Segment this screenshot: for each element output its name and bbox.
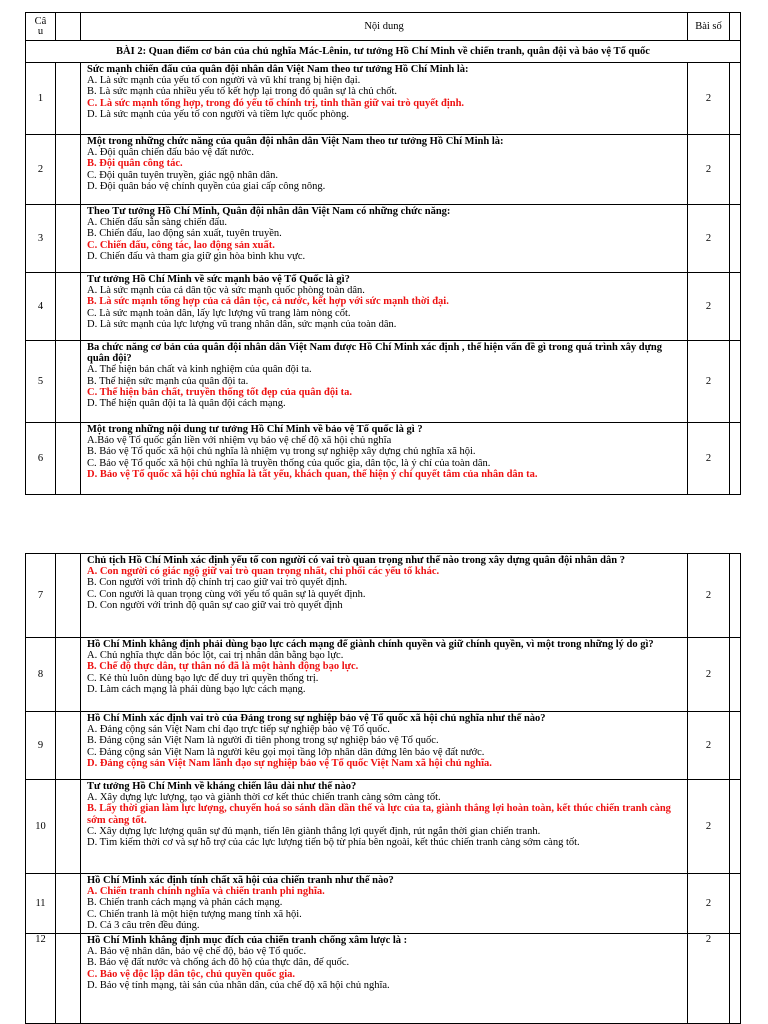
blank-cell — [730, 874, 741, 934]
question-content — [81, 780, 688, 874]
blank-cell — [730, 638, 741, 712]
header-cau: Câ u — [26, 13, 56, 41]
answer-option: C. Là sức mạnh toàn dân, lấy lực lượng vũ trang làm nòng cốt. — [87, 307, 351, 319]
question-text: Một trong những chức năng của quân đội nhân dân Việt Nam theo tư tưởng Hồ Chí Minh là: — [87, 136, 504, 147]
question-text: Một trong những nội dung tư tưởng Hồ Chí Minh về bảo vệ Tổ quốc là gì ? — [87, 424, 423, 435]
blank-cell — [730, 780, 741, 874]
answer-option: A. Là sức mạnh của yếu tố con người và vũ khí trang bị hiện đại. — [87, 75, 361, 87]
question-text: Chủ tịch Hồ Chí Minh xác định yếu tố con người có vai trò quan trọng như thế nào trong xây dựng quân đội nhân dân ? — [87, 555, 625, 566]
question-text: Tư tưởng Hồ Chí Minh về kháng chiến lâu dài như thế nào? — [87, 781, 357, 792]
blank-cell — [56, 205, 81, 273]
question-number: 6 — [26, 423, 56, 495]
answer-option: D. Là sức mạnh của lực lượng vũ trang nhân dân, sức mạnh của toàn dân. — [87, 318, 397, 330]
question-row — [26, 638, 741, 712]
correct-answer-option: B. Chế độ thực dân, tự thân nó đã là một hành động bạo lực. — [87, 661, 359, 673]
question-number: 9 — [26, 712, 56, 780]
correct-answer-option: B. Đội quân công tác. — [87, 158, 183, 170]
correct-answer-option: D. Bảo vệ Tổ quốc xã hội chủ nghĩa là tất yếu, khách quan, thể hiện ý chí quyết tâm của nhân dân ta. — [87, 468, 538, 480]
answer-option: A. Là sức mạnh của cả dân tộc và sức mạnh quốc phòng toàn dân. — [87, 285, 365, 297]
correct-answer-option: B. Là sức mạnh tổng hợp của cả dân tộc, cả nước, kết hợp với sức mạnh thời đại. — [87, 296, 449, 308]
question-text: Hồ Chí Minh xác định vai trò của Đảng trong sự nghiệp bảo vệ Tổ quốc xã hội chủ nghĩa như thế nào? — [87, 713, 546, 724]
answer-option: B. Chiến tranh cách mạng và phản cách mạng. — [87, 897, 283, 909]
blank-cell — [56, 341, 81, 423]
answer-option: C. Con người là quan trọng cùng với yếu tố quân sự là quyết định. — [87, 588, 366, 600]
blank-cell — [730, 423, 741, 495]
question-row — [26, 341, 741, 423]
blank-cell — [730, 712, 741, 780]
lesson-number: 2 — [688, 341, 730, 423]
header-bai-so: Bài số — [688, 13, 730, 41]
question-row — [26, 63, 741, 135]
answer-option: C. Kẻ thù luôn dùng bạo lực để duy trì quyền thống trị. — [87, 672, 319, 684]
question-number: 12 — [26, 934, 56, 1024]
blank-cell — [56, 423, 81, 495]
question-number: 1 — [26, 63, 56, 135]
lesson-number: 2 — [688, 638, 730, 712]
question-content — [81, 712, 688, 780]
question-text: Tư tưởng Hồ Chí Minh về sức mạnh bảo vệ Tổ Quốc là gì? — [87, 274, 350, 285]
answer-option: D. Chiến đấu và tham gia giữ gìn hòa bình khu vực. — [87, 250, 306, 262]
blank-cell — [730, 341, 741, 423]
question-row — [26, 554, 741, 638]
answer-option: D. Đội quân bảo vệ chính quyền của giai cấp công nông. — [87, 180, 326, 192]
question-text: Hồ Chí Minh khẳng định phải dùng bạo lực cách mạng để giành chính quyền và giữ chính quyền, vì một trong những lý do gì? — [87, 639, 654, 650]
answer-option: D. Bảo vệ tính mạng, tài sản của nhân dân, của chế độ xã hội chủ nghĩa. — [87, 979, 390, 991]
question-row — [26, 780, 741, 874]
lesson-number: 2 — [688, 423, 730, 495]
lesson-number: 2 — [688, 205, 730, 273]
header-noi-dung: Nội dung — [81, 13, 688, 41]
question-number: 5 — [26, 341, 56, 423]
answer-option: B. Bảo vệ đất nước và chống ách đô hộ của thực dân, đế quốc. — [87, 957, 350, 969]
answer-option: B. Thể hiện sức mạnh của quân đội ta. — [87, 375, 249, 387]
question-text: Sức mạnh chiến đấu của quân đội nhân dân Việt Nam theo tư tưởng Hồ Chí Minh là: — [87, 64, 469, 75]
answer-option: B. Là sức mạnh của nhiều yếu tố kết hợp lại trong đó quân sự là chủ chốt. — [87, 86, 397, 98]
blank-cell — [730, 934, 741, 1024]
question-content — [81, 63, 688, 135]
blank-cell — [56, 638, 81, 712]
lesson-number: 2 — [688, 874, 730, 934]
question-content — [81, 554, 688, 638]
answer-option: C. Đội quân tuyên truyền, giác ngộ nhân dân. — [87, 169, 278, 181]
blank-cell — [730, 205, 741, 273]
answer-option: A. Đội quân chiến đấu bảo vệ đất nước. — [87, 147, 254, 159]
answer-option: B. Đảng cộng sản Việt Nam là người đi tiên phong trong sự nghiệp bảo vệ Tổ quốc. — [87, 735, 439, 747]
answer-option: C. Xây dựng lực lượng quân sự đủ mạnh, tiến lên giành thắng lợi quyết định, rút ngắn thời gian chiến tranh. — [87, 825, 541, 837]
question-number: 3 — [26, 205, 56, 273]
question-content — [81, 341, 688, 423]
correct-answer-option: A. Con người có giác ngộ giữ vai trò quan trọng nhất, chi phối các yếu tố khác. — [87, 566, 440, 578]
answer-option: D. Thể hiện quân đội ta là quân đội cách mạng. — [87, 398, 286, 410]
answer-option: A.Bảo vệ Tổ quốc gắn liền với nhiệm vụ bảo vệ chế độ xã hội chủ nghĩa — [87, 435, 392, 447]
question-number: 4 — [26, 273, 56, 341]
question-row — [26, 273, 741, 341]
blank-cell — [730, 135, 741, 205]
blank-cell — [730, 63, 741, 135]
question-text: Theo Tư tưởng Hồ Chí Minh, Quân đội nhân dân Việt Nam có những chức năng: — [87, 206, 451, 217]
blank-cell — [56, 273, 81, 341]
section-title: BÀI 2: Quan điểm cơ bản của chủ nghĩa Mác-Lênin, tư tưởng Hồ Chí Minh về chiến tranh, quân đội và bảo vệ Tổ quốc — [26, 41, 741, 63]
blank-cell — [730, 273, 741, 341]
blank-cell — [56, 63, 81, 135]
answer-option: C. Đảng cộng sản Việt Nam là người kêu gọi mọi tầng lớp nhân dân đứng lên bảo vệ đất nước. — [87, 746, 485, 758]
question-row — [26, 205, 741, 273]
blank-cell — [56, 874, 81, 934]
question-content — [81, 423, 688, 495]
answer-option: D. Tìm kiếm thời cơ và sự hỗ trợ của các lực lượng tiến bộ từ phía bên ngoài, kết thúc chiến tranh càng sớm càng tốt. — [87, 837, 580, 849]
answer-option: B. Bảo vệ Tổ quốc xã hội chủ nghĩa là nhiệm vụ trong sự nghiệp xây dựng chủ nghĩa xã hội. — [87, 446, 476, 458]
correct-answer-option: C. Thể hiện bản chất, truyền thống tốt đẹp của quân đội ta. — [87, 386, 352, 398]
correct-answer-option: B. Lấy thời gian làm lực lượng, chuyển hoá so sánh dần dần thế và lực của ta, giành thắng lợi hoàn toàn, kết thúc chiến tranh càng sớm càng tốt. — [87, 803, 671, 826]
question-row — [26, 874, 741, 934]
question-row — [26, 934, 741, 1024]
answer-option: A. Đảng cộng sản Việt Nam chỉ đạo trực tiếp sự nghiệp bảo vệ Tổ quốc. — [87, 724, 390, 736]
question-content — [81, 874, 688, 934]
question-table-page-1 — [25, 12, 741, 495]
question-content — [81, 273, 688, 341]
table-header-row — [26, 13, 741, 41]
blank-cell — [730, 554, 741, 638]
question-content — [81, 135, 688, 205]
lesson-number: 2 — [688, 934, 730, 1024]
lesson-number: 2 — [688, 273, 730, 341]
question-content — [81, 638, 688, 712]
answer-option: B. Con người với trình độ chính trị cao giữ vai trò quyết định. — [87, 577, 348, 589]
answer-option: D. Cả 3 câu trên đều đúng. — [87, 919, 200, 931]
header-gap — [56, 13, 81, 41]
blank-cell — [56, 712, 81, 780]
answer-option: D. Con người với trình độ quân sự cao giữ vai trò quyết định — [87, 599, 343, 611]
answer-option: A. Xây dựng lực lượng, tạo và giành thời cơ kết thúc chiến tranh càng sớm càng tốt. — [87, 792, 441, 804]
blank-cell — [56, 135, 81, 205]
blank-cell — [56, 934, 81, 1024]
question-content — [81, 205, 688, 273]
lesson-number: 2 — [688, 135, 730, 205]
answer-option: A. Bảo vệ nhân dân, bảo vệ chế độ, bảo vệ Tổ quốc. — [87, 946, 307, 958]
question-row — [26, 423, 741, 495]
question-text: Hồ Chí Minh xác định tính chất xã hội của chiến tranh như thế nào? — [87, 875, 394, 886]
question-number: 8 — [26, 638, 56, 712]
answer-option: A. Chủ nghĩa thực dân bóc lột, cai trị nhân dân bằng bạo lực. — [87, 650, 344, 662]
question-table-page-2 — [25, 553, 741, 1024]
correct-answer-option: C. Chiến đấu, công tác, lao động sản xuất. — [87, 239, 275, 251]
header-extra — [730, 13, 741, 41]
section-row — [26, 41, 741, 63]
correct-answer-option: D. Đảng cộng sản Việt Nam lãnh đạo sự nghiệp bảo vệ Tổ quốc Việt Nam xã hội chủ nghĩa. — [87, 757, 492, 769]
question-number: 2 — [26, 135, 56, 205]
answer-option: D. Là sức mạnh của yếu tố con người và tiềm lực quốc phòng. — [87, 108, 350, 120]
question-content — [81, 934, 688, 1024]
answer-option: D. Làm cách mạng là phải dùng bạo lực cách mạng. — [87, 683, 306, 695]
question-number: 10 — [26, 780, 56, 874]
correct-answer-option: C. Bảo vệ độc lập dân tộc, chủ quyền quốc gia. — [87, 968, 295, 980]
question-text: Hồ Chí Minh khẳng định mục đích của chiến tranh chống xâm lược là : — [87, 935, 408, 946]
answer-option: C. Bảo vệ Tổ quốc xã hội chủ nghĩa là truyền thống của quốc gia, dân tộc, là ý chí của toàn dân. — [87, 457, 491, 469]
question-row — [26, 712, 741, 780]
answer-option: A. Chiến đấu sẵn sàng chiến đấu. — [87, 217, 227, 229]
blank-cell — [56, 554, 81, 638]
blank-cell — [56, 780, 81, 874]
answer-option: B. Chiến đấu, lao động sản xuất, tuyên truyền. — [87, 228, 282, 240]
lesson-number: 2 — [688, 554, 730, 638]
correct-answer-option: A. Chiến tranh chính nghĩa và chiến tranh phi nghĩa. — [87, 886, 325, 898]
question-text: Ba chức năng cơ bản của quân đội nhân dân Việt Nam được Hồ Chí Minh xác định , thể hiện vấn đề gì trong quá trình xây dựng quân đội? — [87, 342, 663, 365]
question-number: 7 — [26, 554, 56, 638]
answer-option: C. Chiến tranh là một hiện tượng mang tính xã hội. — [87, 908, 302, 920]
question-number: 11 — [26, 874, 56, 934]
question-row — [26, 135, 741, 205]
lesson-number: 2 — [688, 63, 730, 135]
lesson-number: 2 — [688, 712, 730, 780]
answer-option: A. Thể hiện bản chất và kinh nghiệm của quân đội ta. — [87, 364, 312, 376]
lesson-number: 2 — [688, 780, 730, 874]
correct-answer-option: C. Là sức mạnh tổng hợp, trong đó yếu tố chính trị, tinh thần giữ vai trò quyết định. — [87, 97, 465, 109]
